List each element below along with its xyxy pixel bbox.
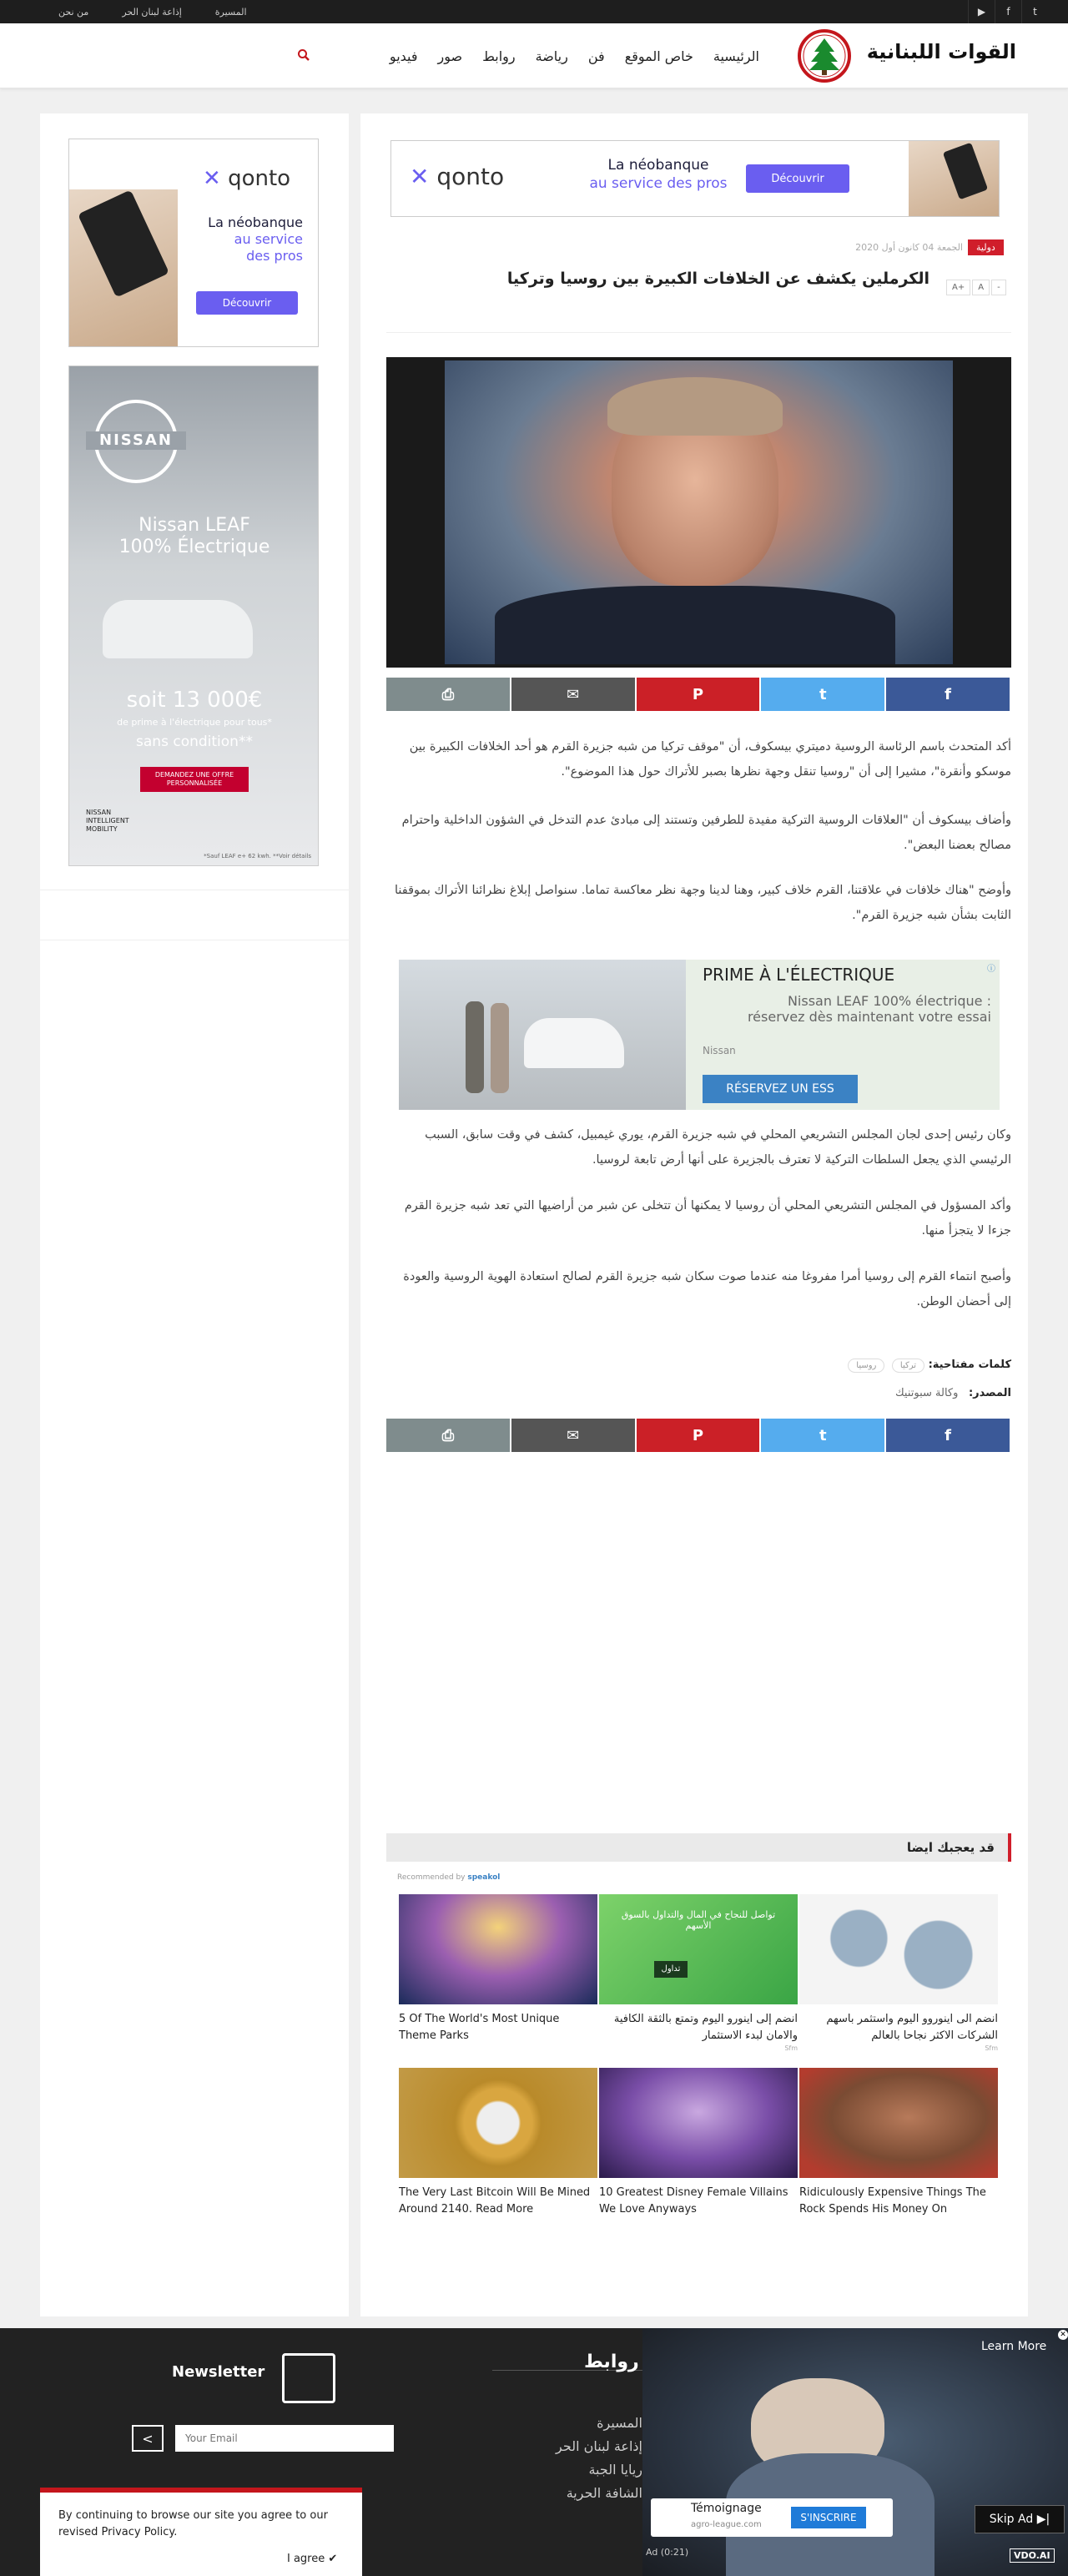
- related-item[interactable]: [399, 1894, 597, 2044]
- nav-photos[interactable]: صور: [437, 48, 463, 64]
- footer-links: [501, 2412, 642, 2505]
- nav-art[interactable]: فن: [587, 48, 605, 64]
- newsletter-title: Newsletter: [172, 2363, 265, 2381]
- adchoices-icon[interactable]: ⓘ: [987, 965, 995, 974]
- qonto-side-line2: au service: [234, 231, 303, 247]
- nissan-inline-brand: Nissan: [703, 1045, 736, 1056]
- related-heading: قد يعجبك ايضا: [906, 1840, 995, 1855]
- person-shape: [491, 1003, 509, 1093]
- article-paragraph: وكان رئيس إحدى لجان المجلس التشريعي المحلي في شبه جزيرة القرم، يوري غيمبيل، كشف في وقت سابق، السبب الرئيسي الذي يجعل السلطات التركية لا تعترف بالجزيرة على أنها أرض تابعة لروسيا.: [425, 1128, 1011, 1167]
- sidebar: [40, 113, 349, 2316]
- facebook-icon[interactable]: f: [886, 1419, 1011, 1452]
- video-site: agro-league.com: [691, 2520, 762, 2529]
- footer-link[interactable]: إذاعة لبنان الحر: [556, 2438, 642, 2454]
- related-caption: Ridiculously Expensive Things The Rock Spends His Money On: [799, 2186, 986, 2216]
- related-item[interactable]: [599, 2068, 798, 2218]
- article-paragraph: وأصبح انتماء القرم إلى روسيا أمرا مفروغا منه عندما صوت سكان شبه جزيرة القرم لصالح استعادة الهوية الروسية والعودة إلى أحضان الوطن.: [403, 1270, 1011, 1308]
- qonto-top-brand: ✕ qonto: [410, 163, 505, 190]
- nissan-inline-image: [399, 960, 686, 1110]
- article-paragraph: وأضاف بيسكوف أن "العلاقات الروسية التركية مفيدة للطرفين وتستند إلى مبادئ عدم التدخل في الشؤون الداخلية واحترام مصالح بعضنا البعض".: [401, 814, 1011, 852]
- tag-russia[interactable]: روسيا: [848, 1359, 884, 1373]
- hair-shape: [607, 377, 783, 436]
- learn-more-link[interactable]: Learn More: [981, 2340, 1047, 2353]
- logo-text: القوات اللبنانية: [866, 40, 1016, 63]
- nissan-inline-ad[interactable]: [399, 960, 1000, 1110]
- source-label: المصدر:: [968, 1387, 1011, 1399]
- related-item[interactable]: [799, 2068, 998, 2218]
- youtube-icon[interactable]: ▶: [968, 0, 995, 23]
- video-ad-label: Ad (0:21): [646, 2547, 689, 2558]
- skip-ad-button[interactable]: Skip Ad ▶|: [975, 2505, 1065, 2533]
- nav-exclusive[interactable]: خاص الموقع: [624, 48, 693, 64]
- person-shape: [466, 1001, 484, 1093]
- article-paragraph: وأوضح "هناك خلافات في علاقتنا، القرم خلاف كبير، وهنا لدينا وجهة نظر معاكسة تماما. سنواصل إبلاغ نظرائنا الأتراك بموقفنا الثابت بشأن شبه جزيرة القرم".: [394, 884, 1011, 922]
- qonto-top-ad[interactable]: [390, 140, 1000, 217]
- category-badge[interactable]: دولية: [968, 239, 1004, 255]
- article-title: الكرملين يكشف عن الخلافات الكبيرة بين روسيا وتركيا: [506, 270, 929, 288]
- pinterest-icon[interactable]: P: [637, 1419, 762, 1452]
- newspaper-icon: [282, 2353, 335, 2403]
- qonto-top-line2: au service des pros: [589, 175, 728, 192]
- suit-shape: [495, 586, 895, 664]
- footer-link[interactable]: المسيرة: [597, 2415, 642, 2431]
- qonto-top-line1: La néobanque: [607, 157, 709, 174]
- related-caption: The Very Last Bitcoin Will Be Mined Around 2140. Read More: [399, 2186, 591, 2216]
- nissan-side-cta[interactable]: DEMANDEZ UNE OFFRE PERSONNALISÉE: [140, 767, 249, 792]
- print-icon[interactable]: ⎙: [386, 1419, 511, 1452]
- share-bar-bottom: [386, 1419, 1011, 1452]
- footer-link[interactable]: ريايا الجبة: [588, 2462, 642, 2478]
- qonto-side-brand: ✕ qonto: [203, 166, 291, 191]
- search-icon[interactable]: [297, 48, 310, 65]
- related-item[interactable]: [399, 2068, 597, 2218]
- site-header: [0, 23, 1068, 88]
- trading-thumb-button: تداول: [654, 1961, 688, 1978]
- nissan-inline-line2: réservez dès maintenant votre essai: [747, 1009, 991, 1025]
- nissan-brand: NISSAN: [86, 431, 186, 450]
- castle-thumb: [399, 1894, 597, 2004]
- related-meta: Sfm: [784, 2044, 798, 2052]
- top-link-masira[interactable]: المسيرة: [214, 6, 247, 18]
- nissan-logo2: NISSAN INTELLIGENT MOBILITY: [86, 809, 129, 833]
- tags-row: [751, 1359, 1011, 1373]
- qonto-side-cta[interactable]: Découvrir: [196, 291, 298, 315]
- source-value[interactable]: وكالة سبوتنيك: [894, 1387, 959, 1399]
- trading-thumb-text: تواصل للنجاح في المال والتداول بالسوق الأسهم: [621, 1909, 776, 1931]
- font-increase-button[interactable]: A+: [946, 280, 970, 295]
- font-reset-button[interactable]: A: [972, 280, 990, 295]
- related-caption: 5 Of The World's Most Unique Theme Parks: [399, 2013, 560, 2042]
- footer-links-title: روابط: [584, 2352, 639, 2372]
- divider: [386, 332, 1011, 333]
- twitter-icon[interactable]: t: [761, 678, 886, 711]
- cookie-notice: [40, 2488, 362, 2576]
- email-icon[interactable]: ✉: [511, 1419, 637, 1452]
- nissan-price-sub: de prime à l'électrique pour tous*: [117, 717, 272, 728]
- print-icon[interactable]: ⎙: [386, 678, 511, 711]
- article-image: [386, 357, 1011, 668]
- twitter-icon[interactable]: t: [1021, 0, 1048, 23]
- newsletter-submit-button[interactable]: <: [132, 2425, 164, 2452]
- twitter-icon[interactable]: t: [761, 1419, 886, 1452]
- main-nav: [350, 23, 759, 88]
- facebook-icon[interactable]: f: [886, 678, 1011, 711]
- video-cta-button[interactable]: S'INSCRIRE: [791, 2507, 866, 2528]
- qonto-top-cta[interactable]: Découvrir: [746, 164, 849, 193]
- recommended-by: Recommended by speakol: [397, 1873, 501, 1882]
- related-heading-bar: [386, 1833, 1011, 1862]
- nissan-inline-title: PRIME À L'ÉLECTRIQUE: [703, 965, 895, 985]
- villain-thumb: [599, 2068, 798, 2178]
- rock-thumb: [799, 2068, 998, 2178]
- footer-link[interactable]: الشافة الحرية: [566, 2485, 642, 2501]
- car-image: [524, 1018, 624, 1068]
- nissan-inline-cta[interactable]: RÉSERVEZ UN ESS: [703, 1075, 858, 1103]
- article-paragraph: أكد المتحدث باسم الرئاسة الروسية دميتري بيسكوف، أن "موقف تركيا من شبه جزيرة القرم هو أحد الخلافات الكبيرة بين موسكو وأنقرة"، مشيرا إلى أن "روسيا تنقل وجهة نظرها بصبر للأتراك حول هذا الموضوع".: [409, 740, 1011, 779]
- top-bar: [0, 0, 1068, 23]
- vdo-brand: VDO.AI: [1010, 2548, 1055, 2563]
- top-link-radio[interactable]: إذاعة لبنان الحر: [122, 6, 182, 18]
- font-decrease-button[interactable]: -: [991, 280, 1006, 295]
- newsletter-email-input[interactable]: [175, 2425, 394, 2452]
- video-testimonial: Témoignage: [691, 2502, 762, 2515]
- related-caption: انضم الى اينوروو اليوم واستثمر باسهم الشركات الاكثر نجاحا بالعالم: [826, 2013, 998, 2042]
- qonto-side-line3: des pros: [246, 248, 303, 264]
- nav-sport[interactable]: رياضة: [535, 48, 568, 64]
- tag-turkey[interactable]: تركيا: [892, 1359, 924, 1373]
- bitcoin-thumb: [399, 2068, 597, 2178]
- site-logo[interactable]: [791, 28, 1016, 83]
- trading-thumb: [599, 1894, 798, 2004]
- nissan-price: soit 13 000€: [126, 688, 263, 713]
- related-meta: Sfm: [985, 2044, 998, 2052]
- top-link-about[interactable]: من نحن: [58, 6, 89, 18]
- share-bar-top: [386, 678, 1011, 711]
- related-item[interactable]: [599, 1894, 798, 2052]
- nissan-inline-line1: Nissan LEAF 100% électrique :: [787, 993, 991, 1009]
- article-date: الجمعة 04 كانون أول 2020: [855, 242, 963, 253]
- article-paragraph: وأكد المسؤول في المجلس التشريعي المحلي أن روسيا لا يمكنها أن تتخلى عن شبر من أراضيها التي تعد شبه جزيرة القرم جزءا لا يتجزأ منها.: [404, 1199, 1011, 1238]
- nav-links[interactable]: روابط: [482, 48, 516, 64]
- top-links: [58, 0, 247, 23]
- facebook-icon[interactable]: f: [995, 0, 1021, 23]
- related-item[interactable]: [799, 1894, 998, 2052]
- font-size-controls: [946, 280, 1006, 295]
- related-caption: 10 Greatest Disney Female Villains We Love Anyways: [599, 2186, 788, 2216]
- email-icon[interactable]: ✉: [511, 678, 637, 711]
- nav-video[interactable]: فيديو: [389, 48, 418, 64]
- nissan-fine: *Sauf LEAF e+ 62 kwh. **Voir détails: [204, 853, 311, 860]
- social-links: [968, 0, 1048, 23]
- qonto-side-line1: La néobanque: [208, 214, 303, 230]
- tags-label: كلمات مفتاحية:: [928, 1359, 1011, 1371]
- source-row: [751, 1387, 1011, 1399]
- related-caption: انضم إلى اينورو اليوم وتمتع بالثقة الكافية والامان لبدء الاستثمار: [613, 2013, 798, 2042]
- nissan-sub: 100% Électrique: [118, 537, 270, 557]
- nissan-side-ad[interactable]: [68, 365, 319, 866]
- peskov-photo: [445, 360, 953, 664]
- cookie-text: By continuing to browse our site you agree to our revised Privacy Policy.: [58, 2509, 328, 2538]
- qonto-side-ad[interactable]: [68, 139, 319, 347]
- pinterest-icon[interactable]: P: [637, 678, 762, 711]
- cookie-agree-button[interactable]: I agree ✔: [287, 2553, 338, 2565]
- world-map-thumb: [799, 1894, 998, 2004]
- nissan-cond: sans condition**: [136, 733, 253, 750]
- video-banner: [651, 2498, 893, 2537]
- nav-home[interactable]: الرئيسية: [713, 48, 759, 64]
- close-icon[interactable]: ✕: [1058, 2330, 1068, 2340]
- video-ad[interactable]: [642, 2328, 1068, 2576]
- nissan-model: Nissan LEAF: [139, 515, 250, 536]
- car-image: [103, 600, 253, 658]
